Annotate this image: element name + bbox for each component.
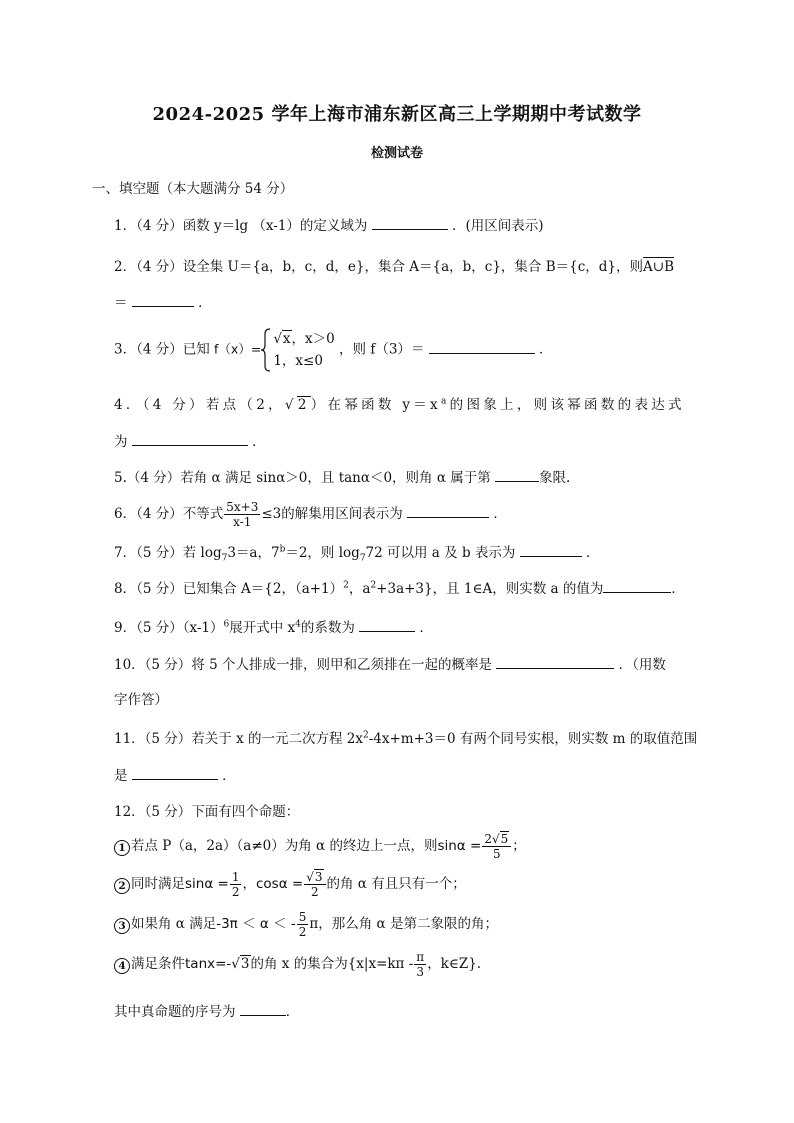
fraction: $\frac{2√5}{5}$: [482, 832, 511, 861]
circled-number-icon: 4: [114, 958, 130, 974]
answer-blank[interactable]: [372, 217, 448, 230]
answer-blank[interactable]: [240, 1003, 286, 1016]
brace-icon: [261, 328, 271, 372]
question-10: 10．（5 分）将 5 个人排成一排，则甲和乙须排在一起的概率是 ．（用数: [114, 657, 666, 673]
question-11: 11．（5 分）若关于 x 的一元二次方程 $2x^2-4x+m+3=0$ 有两个同号实根，则实数 m 的取值范围: [114, 730, 698, 747]
fraction: $\frac{\pi}{3}$: [416, 950, 425, 979]
q2-text: 2．（4 分）设全集 U＝{a，b，c，d，e}，集合 A＝{a，b，c}，集合 B＝{c，d}，则: [114, 259, 644, 275]
q3-fx: f（x）=: [214, 341, 262, 357]
q3-tail: ．: [539, 341, 553, 358]
fraction: $\frac{5x+3}{x-1}$: [226, 500, 259, 529]
answer-blank[interactable]: [495, 469, 539, 482]
answer-blank[interactable]: [132, 767, 218, 780]
question-8: 8．（5 分）已知集合 A＝{2，$(a+1)^2$，$a^2+3a+3$}，且 1∈A，则实数 a 的值为 ．: [114, 580, 685, 597]
q2-tail: ．: [198, 295, 212, 311]
question-12: 12．（5 分）下面有四个命题：: [114, 804, 300, 820]
answer-blank[interactable]: [132, 433, 248, 446]
answer-blank[interactable]: [496, 656, 614, 669]
exam-subtitle: 检测试卷: [370, 146, 423, 161]
section-heading: 一、填空题（本大题满分 54 分）: [92, 181, 294, 197]
q1-text: 1．（4 分）函数 y＝lg （x-1）的定义域为: [114, 218, 368, 234]
question-11-line2: 是 ．: [114, 768, 236, 784]
answer-blank[interactable]: [359, 619, 415, 632]
q2-complement-union: A∪B: [643, 259, 674, 275]
proposition-1: 1 若点 P（a，2a）（a≠0）为角 α 的终边上一点，则sinα = $\frac{2√5}{5}$ ；: [114, 832, 526, 861]
proposition-2: 2 同时满足sinα = $\frac{1}{2}$ ，cosα = $\frac{√3}{2}$ 的角 α 有且只有一个；: [114, 870, 466, 899]
q2-eq: ＝: [114, 295, 128, 311]
answer-blank[interactable]: [407, 505, 489, 518]
exam-title: 2024-2025 学年上海市浦东新区高三上学期期中考试数学: [152, 104, 642, 125]
question-2: [114, 255, 674, 275]
fraction: $\frac{5}{2}$: [298, 910, 307, 939]
q3-pre: 3．（4 分）已知: [114, 341, 210, 358]
question-5: 5.（4 分）若角 α 满足 sinα＞0，且 tanα＜0，则角 α 属于第 象限.: [114, 470, 571, 486]
sqrt: √x: [273, 331, 291, 347]
question-4: 4．（4 分）若点（2，√2）在幂函数 $y=x^a$的图象上，则该幂函数的表达式: [114, 396, 685, 413]
answer-blank[interactable]: [520, 544, 582, 557]
question-2-line2: [114, 291, 212, 311]
question-7: 7．（5 分）若 $\log_73=a$，$7^b=2$，则 $\log_772$ 可以用 a 及 b 表示为 ．: [114, 544, 600, 564]
sqrt: √2: [284, 397, 310, 413]
proposition-4: 4 满足条件tanx=-√3的角 x 的集合为{x|x=kπ - $\frac{\pi}{3}$ ，k∈Z}．: [114, 950, 490, 979]
q3-post: ，则 f（3）＝: [339, 341, 425, 358]
piecewise-function: √x，x＞0 1，x≤0: [261, 328, 334, 372]
question-9: 9．（5 分）$(x-1)^6$展开式中 $x^4$的系数为 ．: [114, 619, 433, 636]
question-12-conclusion: 其中真命题的序号为 ．: [114, 1004, 300, 1020]
question-1: [114, 214, 544, 234]
question-10-line2: 字作答）: [114, 692, 168, 708]
fraction: $\frac{√3}{2}$: [304, 870, 325, 899]
circled-number-icon: 2: [114, 878, 130, 894]
question-3: [114, 328, 553, 372]
circled-number-icon: 1: [114, 840, 130, 856]
fraction: $\frac{1}{2}$: [231, 870, 240, 899]
circled-number-icon: 3: [114, 918, 130, 934]
question-4-line2: 为 ．: [114, 434, 266, 450]
q1-tail: ．(用区间表示): [452, 218, 544, 234]
answer-blank[interactable]: [132, 294, 194, 307]
answer-blank[interactable]: [603, 580, 671, 593]
proposition-3: 3 如果角 α 满足-3π ＜ α ＜ - $\frac{5}{2}$ π，那么角 α 是第二象限的角；: [114, 910, 498, 939]
answer-blank[interactable]: [429, 341, 535, 354]
question-6: 6．（4 分）不等式 $\frac{5x+3}{x-1}$ ≤3的解集用区间表示为 ．: [114, 500, 507, 529]
